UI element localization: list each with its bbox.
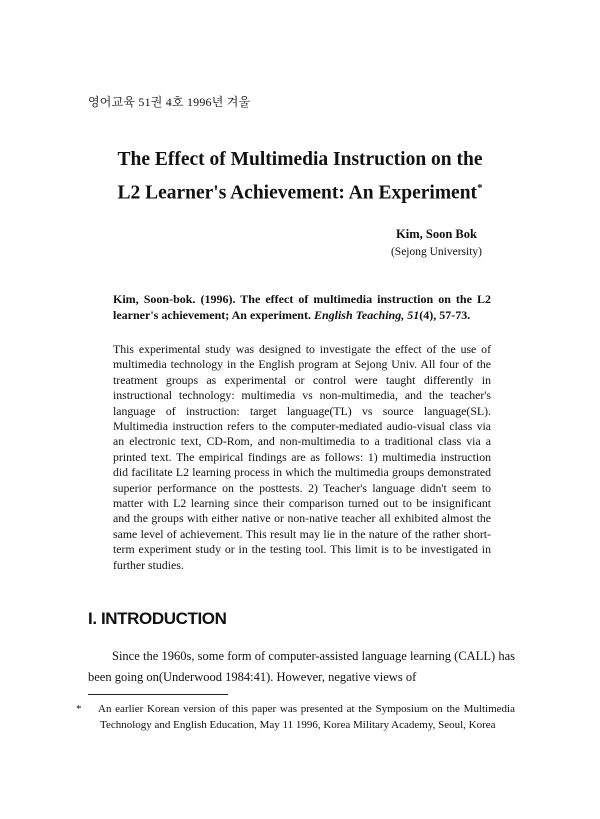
abstract: This experimental study was designed to investigate the effect of the use of multimedia technology in the English program at Sejong Univ. All four of the treatment groups as experimental or control were taught differently in instructional technology: multimedia vs non-multimedia, and the teacher's language of instruction: target language(TL) vs source language(SL). Multimedia instruction refers to the computer-mediated audio-visual class via an electronic text, CD-Rom, and non-multimedia to a traditional class via a printed text. The empirical findings are as follows: 1) multimedia instruction did facilitate L2 learning process in which the multimedia groups demonstrated superior performance on the posttests. 2) Teacher's language didn't seem to matter with L2 learning since their comparison turned out to be insignificant and the groups with either native or non-native teacher all exhibited almost the same level of achievement. This result may lie in the nature of the rather short-term experiment study or in the testing tool. This limit is to be investigated in further studies. bbox=[113, 342, 491, 572]
footnote-body bbox=[76, 702, 515, 733]
footnote-rule bbox=[88, 694, 228, 695]
footnote-mark: * bbox=[76, 703, 82, 715]
citation-lead: Kim, Soon-bok. (1996). The effect of multimedia instruction on the L2 learner's achievement; An experiment. bbox=[113, 292, 491, 322]
journal-header: 영어교육 51권 4호 1996년 겨울 bbox=[88, 95, 251, 109]
title-line-1: The Effect of Multimedia Instruction on the bbox=[117, 149, 483, 170]
paper-title bbox=[60, 146, 540, 208]
footnote-text: An earlier Korean version of this paper was presented at the Symposium on the Multimedia Technology and English Education, May 11 1996, Korea Military Academy, Seoul, Korea bbox=[98, 703, 515, 731]
author-block bbox=[391, 225, 482, 261]
citation bbox=[113, 292, 491, 323]
citation-journal: English Teaching, 51 bbox=[313, 307, 420, 322]
citation-tail: (4), 57-73. bbox=[419, 307, 471, 322]
title-line-2 bbox=[60, 174, 540, 208]
title-footnote-marker: * bbox=[477, 182, 483, 194]
footnote bbox=[76, 702, 515, 733]
section-heading: I. INTRODUCTION bbox=[88, 609, 227, 628]
intro-paragraph: Since the 1960s, some form of computer-assisted language learning (CALL) has been going on(Underwood 1984:41). However, negative views of bbox=[88, 649, 515, 684]
author-name: Kim, Soon Bok bbox=[396, 227, 477, 241]
author-affiliation: (Sejong University) bbox=[390, 246, 482, 258]
title-line-2-text: L2 Learner's Achievement: An Experiment bbox=[117, 182, 478, 204]
